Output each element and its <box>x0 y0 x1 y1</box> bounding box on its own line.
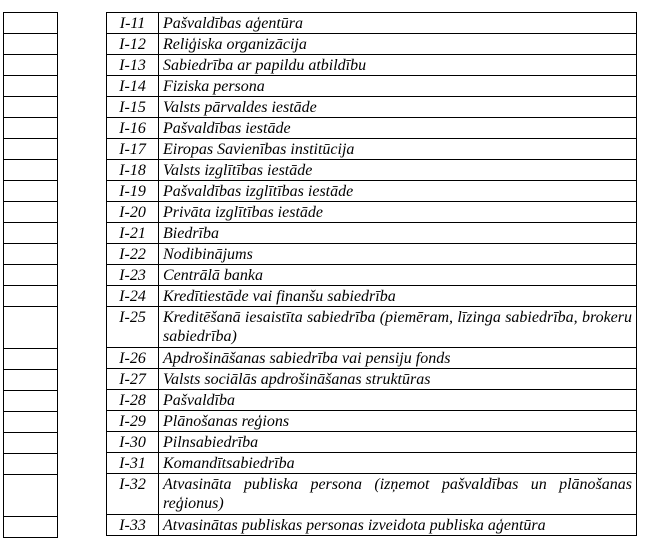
table-row <box>107 369 637 390</box>
entity-code: I-30 <box>107 432 159 453</box>
table-row <box>107 307 637 348</box>
blank-row <box>4 517 58 538</box>
blank-row <box>4 454 58 475</box>
blank-cell <box>4 181 58 202</box>
blank-row <box>4 265 58 286</box>
blank-row <box>4 202 58 223</box>
blank-cell <box>4 55 58 76</box>
blank-cell <box>4 454 58 475</box>
blank-cell <box>4 412 58 433</box>
table-row <box>107 432 637 453</box>
table-row <box>107 202 637 223</box>
entity-description: Kredītiestāde vai finanšu sabiedrība <box>159 286 637 307</box>
blank-cell <box>4 475 58 517</box>
blank-row <box>4 286 58 307</box>
blank-cell <box>4 307 58 349</box>
table-row <box>107 34 637 55</box>
entity-code: I-20 <box>107 202 159 223</box>
table-row <box>107 160 637 181</box>
blank-cell <box>4 34 58 55</box>
entity-code: I-17 <box>107 139 159 160</box>
blank-row <box>4 97 58 118</box>
table-row <box>107 453 637 474</box>
entity-description: Valsts pārvaldes iestāde <box>159 97 637 118</box>
table-row <box>107 515 637 536</box>
blank-cell <box>4 370 58 391</box>
blank-row <box>4 391 58 412</box>
entity-code: I-15 <box>107 97 159 118</box>
blank-cell <box>4 433 58 454</box>
entity-description: Valsts izglītības iestāde <box>159 160 637 181</box>
entity-code: I-19 <box>107 181 159 202</box>
blank-row <box>4 433 58 454</box>
blank-row <box>4 244 58 265</box>
blank-cell <box>4 76 58 97</box>
blank-row <box>4 181 58 202</box>
table-row <box>107 474 637 515</box>
table-row <box>107 118 637 139</box>
entity-code: I-32 <box>107 474 159 515</box>
blank-cell <box>4 139 58 160</box>
table-row <box>107 411 637 432</box>
table-row <box>107 97 637 118</box>
entity-description: Fiziska persona <box>159 76 637 97</box>
table-row <box>107 181 637 202</box>
table-row <box>107 390 637 411</box>
blank-row <box>4 160 58 181</box>
entity-code: I-25 <box>107 307 159 348</box>
entity-description: Kreditēšanā iesaistīta sabiedrība (piemēram, līzinga sabiedrība, brokeru sabiedrība) <box>159 307 637 348</box>
table-row <box>107 265 637 286</box>
entity-code: I-13 <box>107 55 159 76</box>
entity-description: Pašvaldības aģentūra <box>159 13 637 34</box>
entity-description: Sabiedrība ar papildu atbildību <box>159 55 637 76</box>
blank-cell <box>4 244 58 265</box>
entity-description: Plānošanas reģions <box>159 411 637 432</box>
table-row <box>107 13 637 34</box>
entity-description: Reliģiska organizācija <box>159 34 637 55</box>
entity-description: Centrālā banka <box>159 265 637 286</box>
entity-description: Atvasinātas publiskas personas izveidota publiska aģentūra <box>159 515 637 536</box>
entity-description: Apdrošināšanas sabiedrība vai pensiju fonds <box>159 348 637 369</box>
blank-cell <box>4 202 58 223</box>
entity-description: Eiropas Savienības institūcija <box>159 139 637 160</box>
table-row <box>107 55 637 76</box>
entity-description: Pašvaldības izglītības iestāde <box>159 181 637 202</box>
blank-row <box>4 307 58 349</box>
table-row <box>107 244 637 265</box>
entity-description: Pašvaldība <box>159 390 637 411</box>
blank-row <box>4 139 58 160</box>
blank-row <box>4 349 58 370</box>
entity-description: Privāta izglītības iestāde <box>159 202 637 223</box>
entity-code: I-24 <box>107 286 159 307</box>
blank-row <box>4 13 58 34</box>
blank-cell <box>4 13 58 34</box>
entity-code: I-11 <box>107 13 159 34</box>
entity-type-table <box>106 12 637 536</box>
blank-cell <box>4 118 58 139</box>
blank-row <box>4 475 58 517</box>
blank-row <box>4 370 58 391</box>
blank-cell <box>4 391 58 412</box>
table-row <box>107 223 637 244</box>
entity-code: I-33 <box>107 515 159 536</box>
table-row <box>107 286 637 307</box>
table-row <box>107 139 637 160</box>
entity-code: I-26 <box>107 348 159 369</box>
entity-description: Biedrība <box>159 223 637 244</box>
entity-description: Valsts sociālās apdrošināšanas struktūras <box>159 369 637 390</box>
entity-code: I-12 <box>107 34 159 55</box>
entity-code: I-14 <box>107 76 159 97</box>
entity-code: I-22 <box>107 244 159 265</box>
entity-code: I-23 <box>107 265 159 286</box>
entity-code: I-18 <box>107 160 159 181</box>
entity-code: I-21 <box>107 223 159 244</box>
blank-cell <box>4 286 58 307</box>
blank-cell <box>4 517 58 538</box>
blank-row <box>4 412 58 433</box>
table-row <box>107 76 637 97</box>
blank-cell <box>4 97 58 118</box>
table-row <box>107 348 637 369</box>
blank-row <box>4 118 58 139</box>
entity-code: I-16 <box>107 118 159 139</box>
left-blank-column <box>3 12 58 538</box>
blank-row <box>4 76 58 97</box>
entity-code: I-31 <box>107 453 159 474</box>
blank-row <box>4 34 58 55</box>
entity-description: Komandītsabiedrība <box>159 453 637 474</box>
entity-code: I-29 <box>107 411 159 432</box>
blank-cell <box>4 223 58 244</box>
entity-description: Pašvaldības iestāde <box>159 118 637 139</box>
entity-description: Pilnsabiedrība <box>159 432 637 453</box>
blank-cell <box>4 349 58 370</box>
entity-description: Atvasināta publiska persona (izņemot pašvaldības un plānošanas reģionus) <box>159 474 637 515</box>
blank-row <box>4 223 58 244</box>
entity-code: I-28 <box>107 390 159 411</box>
blank-row <box>4 55 58 76</box>
blank-cell <box>4 265 58 286</box>
blank-cell <box>4 160 58 181</box>
entity-description: Nodibinājums <box>159 244 637 265</box>
entity-code: I-27 <box>107 369 159 390</box>
